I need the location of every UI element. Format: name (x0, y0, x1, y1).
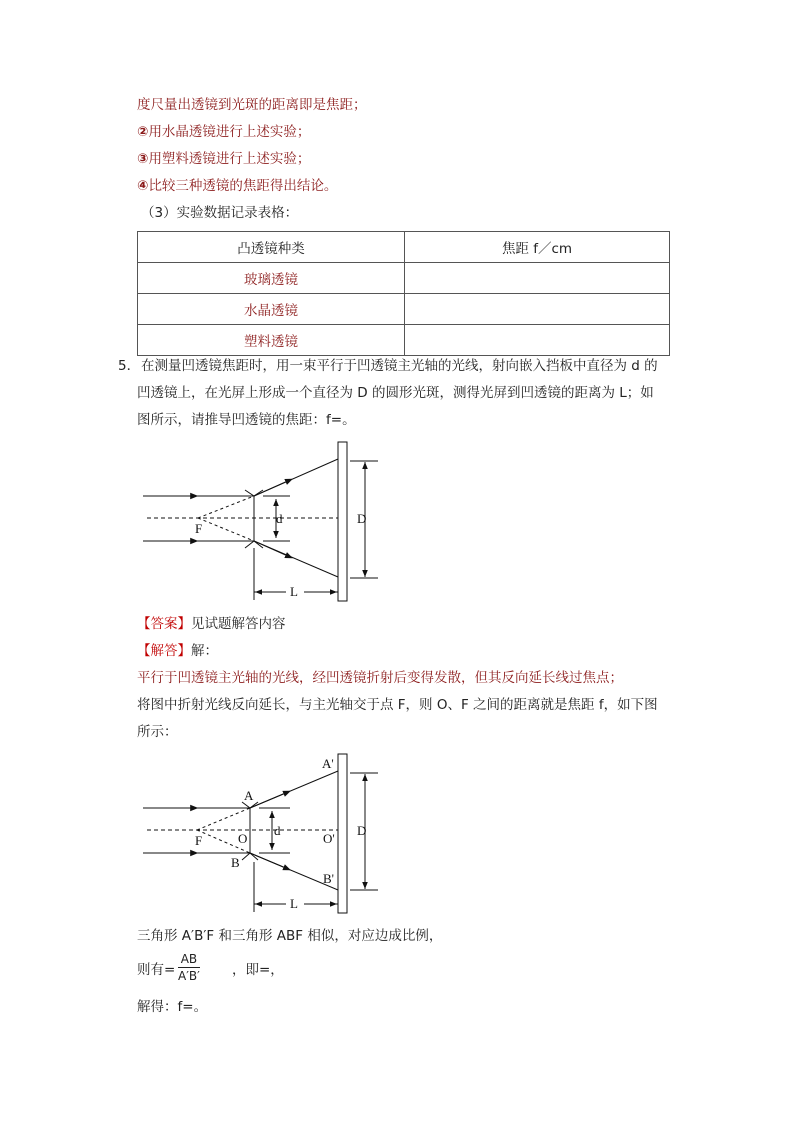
label-D: D (357, 511, 367, 526)
step-text: 用水晶透镜进行上述实验； (148, 124, 311, 140)
table-header: 凸透镜种类 (138, 232, 405, 263)
label-A: A (244, 788, 254, 803)
solution-line: 将图中折射光线反向延长，与主光轴交于点 F，则 O、F 之间的距离就是焦距 f，如下图 (137, 697, 658, 713)
fraction-denominator: A′B′ (178, 969, 200, 983)
table-cell: 玻璃透镜 (138, 263, 405, 294)
question-line: 在测量凹透镜焦距时，用一束平行于凹透镜主光轴的光线，射向嵌入挡板中直径为 d 的 (141, 358, 658, 374)
fraction-numerator: AB (178, 952, 200, 968)
light-screen (338, 754, 347, 913)
label-D: D (357, 823, 367, 838)
step1-continuation: 度尺量出透镜到光斑的距离即是焦距； (137, 97, 367, 113)
question-line: 凹透镜上，在光屏上形成一个直径为 D 的圆形光斑，测得光屏到凹透镜的距离为 L；如 (137, 385, 654, 401)
ratio-prefix: 则有= (137, 962, 176, 978)
label-F: F (195, 521, 203, 536)
solution-line: 三角形 A′B′F 和三角形 ABF 相似，对应边成比例， (137, 928, 443, 944)
solution-line: 平行于凹透镜主光轴的光线，经凹透镜折射后变得发散，但其反向延长线过焦点； (137, 670, 623, 686)
label-d: d (274, 823, 281, 838)
question-line: 图所示，请推导凹透镜的焦距：f=。 (137, 412, 356, 428)
label-O: O (238, 831, 248, 846)
ray-arrow (250, 792, 288, 808)
label-d: d (276, 511, 283, 526)
table-header: 焦距 f／cm (405, 232, 670, 263)
step-number: ③ (137, 151, 149, 167)
label-B: B (231, 855, 240, 870)
table-title: （3）实验数据记录表格： (141, 205, 299, 221)
lens-edge (242, 853, 258, 860)
label-L: L (290, 896, 298, 911)
ratio-fraction (178, 952, 200, 983)
solution-text: 解： (191, 643, 218, 659)
step-number: ② (137, 124, 149, 140)
ray-arrow (250, 853, 288, 869)
question-number: 5． (118, 358, 141, 374)
label-F: F (195, 833, 203, 848)
label-O-prime: O' (323, 831, 335, 846)
answer-text: 见试题解答内容 (191, 616, 286, 632)
label-A-prime: A' (322, 756, 334, 771)
table-cell: 塑料透镜 (138, 325, 405, 356)
solution-line: 所示： (137, 724, 178, 740)
step-number: ④ (137, 178, 149, 194)
answer-tag: 【答案】 (137, 616, 191, 632)
extension-line (197, 808, 250, 830)
figure2-rays (143, 754, 378, 913)
table-cell: 水晶透镜 (138, 294, 405, 325)
solution-result: 解得：f=。 (137, 999, 208, 1015)
step-text: 比较三种透镜的焦距得出结论。 (148, 178, 338, 194)
step-text: 用塑料透镜进行上述实验； (148, 151, 311, 167)
label-B-prime: B' (323, 871, 335, 886)
label-L: L (290, 584, 298, 599)
solution-tag: 【解答】 (137, 643, 191, 659)
ratio-suffix: ，即=， (232, 962, 284, 978)
